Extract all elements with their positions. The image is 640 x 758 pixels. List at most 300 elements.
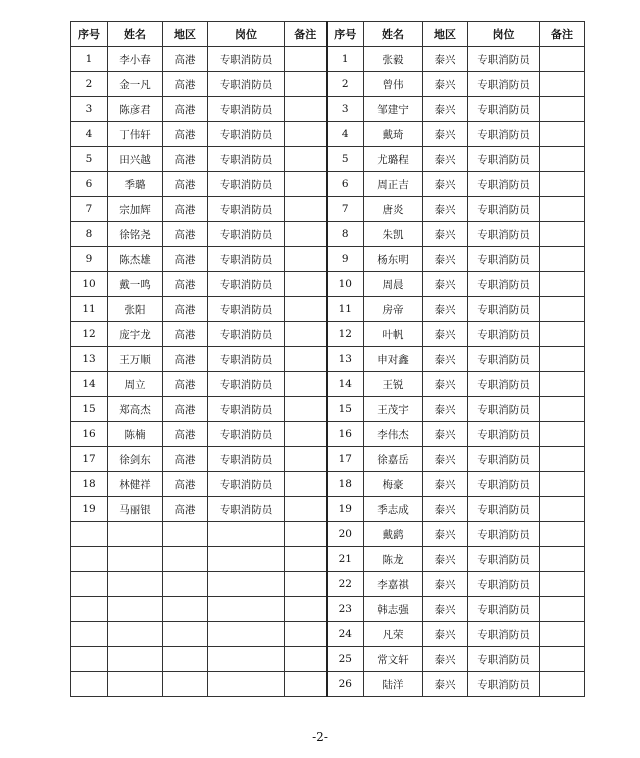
cell-position: 专职消防员 xyxy=(468,272,540,297)
cell-serial: 15 xyxy=(71,397,108,422)
cell-serial: 7 xyxy=(327,197,364,222)
cell-name: 陈杰雄 xyxy=(108,247,163,272)
cell-region xyxy=(163,622,208,647)
cell-region xyxy=(163,572,208,597)
cell-position: 专职消防员 xyxy=(468,347,540,372)
cell-position: 专职消防员 xyxy=(208,347,285,372)
cell-region: 高港 xyxy=(163,172,208,197)
header-position: 岗位 xyxy=(208,22,285,47)
cell-region: 泰兴 xyxy=(423,222,468,247)
cell-remark xyxy=(285,47,327,72)
cell-region: 高港 xyxy=(163,347,208,372)
cell-name: 徐嘉岳 xyxy=(364,447,423,472)
header-remark: 备注 xyxy=(285,22,327,47)
cell-region: 泰兴 xyxy=(423,297,468,322)
cell-position: 专职消防员 xyxy=(208,447,285,472)
cell-region xyxy=(163,597,208,622)
cell-serial: 19 xyxy=(327,497,364,522)
cell-serial: 22 xyxy=(327,572,364,597)
table-row xyxy=(71,597,585,622)
cell-name: 戴琦 xyxy=(364,122,423,147)
cell-serial: 21 xyxy=(327,547,364,572)
cell-remark xyxy=(285,322,327,347)
table-row xyxy=(71,272,585,297)
cell-region: 泰兴 xyxy=(423,322,468,347)
table-row xyxy=(71,572,585,597)
cell-serial: 19 xyxy=(71,497,108,522)
table-row xyxy=(71,297,585,322)
cell-region: 泰兴 xyxy=(423,597,468,622)
cell-serial: 15 xyxy=(327,397,364,422)
cell-remark xyxy=(540,322,585,347)
cell-name: 尤璐程 xyxy=(364,147,423,172)
cell-remark xyxy=(540,72,585,97)
cell-name: 陆洋 xyxy=(364,672,423,697)
cell-position: 专职消防员 xyxy=(208,322,285,347)
cell-remark xyxy=(285,122,327,147)
cell-remark xyxy=(540,447,585,472)
cell-name: 韩志强 xyxy=(364,597,423,622)
cell-region: 高港 xyxy=(163,147,208,172)
cell-remark xyxy=(285,572,327,597)
cell-remark xyxy=(285,597,327,622)
cell-serial xyxy=(71,547,108,572)
cell-name: 曾伟 xyxy=(364,72,423,97)
table-row xyxy=(71,147,585,172)
cell-position: 专职消防员 xyxy=(208,97,285,122)
cell-name: 房帝 xyxy=(364,297,423,322)
cell-position: 专职消防员 xyxy=(468,172,540,197)
cell-region: 泰兴 xyxy=(423,497,468,522)
cell-remark xyxy=(285,672,327,697)
cell-region: 泰兴 xyxy=(423,522,468,547)
cell-position: 专职消防员 xyxy=(468,322,540,347)
cell-remark xyxy=(540,622,585,647)
cell-position: 专职消防员 xyxy=(468,547,540,572)
cell-serial: 17 xyxy=(71,447,108,472)
cell-serial: 2 xyxy=(71,72,108,97)
cell-position: 专职消防员 xyxy=(468,672,540,697)
cell-serial xyxy=(71,622,108,647)
cell-serial: 5 xyxy=(71,147,108,172)
cell-serial: 6 xyxy=(71,172,108,197)
cell-position: 专职消防员 xyxy=(208,422,285,447)
cell-position: 专职消防员 xyxy=(468,222,540,247)
cell-position: 专职消防员 xyxy=(468,447,540,472)
table-row xyxy=(71,372,585,397)
cell-region: 泰兴 xyxy=(423,272,468,297)
cell-remark xyxy=(540,672,585,697)
cell-region: 高港 xyxy=(163,397,208,422)
cell-serial xyxy=(71,572,108,597)
cell-region: 高港 xyxy=(163,122,208,147)
cell-region: 泰兴 xyxy=(423,247,468,272)
cell-remark xyxy=(285,397,327,422)
header-remark: 备注 xyxy=(540,22,585,47)
header-region: 地区 xyxy=(163,22,208,47)
cell-remark xyxy=(285,522,327,547)
cell-region: 泰兴 xyxy=(423,447,468,472)
cell-serial: 10 xyxy=(327,272,364,297)
cell-name: 梅豪 xyxy=(364,472,423,497)
cell-name: 季志成 xyxy=(364,497,423,522)
cell-name: 周晨 xyxy=(364,272,423,297)
cell-name: 季璐 xyxy=(108,172,163,197)
table-row xyxy=(71,447,585,472)
header-row xyxy=(71,22,585,47)
cell-remark xyxy=(285,497,327,522)
cell-position xyxy=(208,597,285,622)
cell-name: 申对鑫 xyxy=(364,347,423,372)
cell-name xyxy=(108,522,163,547)
cell-name: 王锐 xyxy=(364,372,423,397)
cell-position: 专职消防员 xyxy=(208,222,285,247)
table-row xyxy=(71,347,585,372)
cell-serial: 17 xyxy=(327,447,364,472)
cell-position: 专职消防员 xyxy=(208,372,285,397)
cell-region: 泰兴 xyxy=(423,347,468,372)
cell-remark xyxy=(285,622,327,647)
cell-region: 高港 xyxy=(163,47,208,72)
cell-serial: 2 xyxy=(327,72,364,97)
cell-serial: 3 xyxy=(327,97,364,122)
cell-remark xyxy=(285,447,327,472)
cell-remark xyxy=(540,597,585,622)
cell-region: 泰兴 xyxy=(423,622,468,647)
table-row xyxy=(71,522,585,547)
cell-serial: 3 xyxy=(71,97,108,122)
cell-name: 唐炎 xyxy=(364,197,423,222)
cell-name: 徐剑东 xyxy=(108,447,163,472)
cell-region xyxy=(163,647,208,672)
cell-name: 李伟杰 xyxy=(364,422,423,447)
cell-region: 泰兴 xyxy=(423,372,468,397)
table-row xyxy=(71,247,585,272)
cell-position: 专职消防员 xyxy=(468,472,540,497)
cell-name: 杨东明 xyxy=(364,247,423,272)
cell-name: 马丽银 xyxy=(108,497,163,522)
cell-remark xyxy=(285,247,327,272)
cell-position: 专职消防员 xyxy=(208,497,285,522)
cell-position: 专职消防员 xyxy=(468,122,540,147)
cell-serial: 26 xyxy=(327,672,364,697)
table-row xyxy=(71,122,585,147)
cell-remark xyxy=(285,197,327,222)
cell-name: 戴鹞 xyxy=(364,522,423,547)
cell-region: 泰兴 xyxy=(423,547,468,572)
cell-region: 高港 xyxy=(163,97,208,122)
cell-serial: 11 xyxy=(71,297,108,322)
cell-name: 戴一鸣 xyxy=(108,272,163,297)
cell-name: 丁伟轩 xyxy=(108,122,163,147)
cell-position: 专职消防员 xyxy=(468,597,540,622)
cell-remark xyxy=(285,297,327,322)
cell-name: 张阳 xyxy=(108,297,163,322)
cell-position: 专职消防员 xyxy=(468,297,540,322)
cell-position: 专职消防员 xyxy=(468,47,540,72)
cell-region: 泰兴 xyxy=(423,172,468,197)
header-region: 地区 xyxy=(423,22,468,47)
cell-serial: 18 xyxy=(71,472,108,497)
cell-region: 高港 xyxy=(163,247,208,272)
cell-name: 常文轩 xyxy=(364,647,423,672)
cell-remark xyxy=(285,222,327,247)
cell-remark xyxy=(540,547,585,572)
cell-name: 李小春 xyxy=(108,47,163,72)
cell-name xyxy=(108,547,163,572)
cell-remark xyxy=(540,647,585,672)
cell-name: 王万顺 xyxy=(108,347,163,372)
cell-region: 泰兴 xyxy=(423,72,468,97)
table-row xyxy=(71,397,585,422)
cell-region: 高港 xyxy=(163,447,208,472)
cell-name: 叶帆 xyxy=(364,322,423,347)
cell-region: 高港 xyxy=(163,197,208,222)
cell-name: 庞宇龙 xyxy=(108,322,163,347)
cell-region xyxy=(163,522,208,547)
cell-position: 专职消防员 xyxy=(208,297,285,322)
cell-name: 周立 xyxy=(108,372,163,397)
cell-remark xyxy=(285,422,327,447)
cell-position: 专职消防员 xyxy=(468,497,540,522)
cell-region: 高港 xyxy=(163,372,208,397)
cell-serial: 23 xyxy=(327,597,364,622)
cell-remark xyxy=(285,272,327,297)
table-row xyxy=(71,322,585,347)
cell-position: 专职消防员 xyxy=(468,522,540,547)
cell-region: 泰兴 xyxy=(423,397,468,422)
cell-position: 专职消防员 xyxy=(468,622,540,647)
cell-position: 专职消防员 xyxy=(208,272,285,297)
cell-serial: 8 xyxy=(71,222,108,247)
cell-remark xyxy=(540,397,585,422)
cell-remark xyxy=(540,297,585,322)
cell-serial: 13 xyxy=(71,347,108,372)
cell-serial: 4 xyxy=(71,122,108,147)
table-row xyxy=(71,422,585,447)
cell-position: 专职消防员 xyxy=(208,197,285,222)
table-row xyxy=(71,197,585,222)
cell-serial: 18 xyxy=(327,472,364,497)
cell-name: 田兴越 xyxy=(108,147,163,172)
cell-position: 专职消防员 xyxy=(208,47,285,72)
cell-remark xyxy=(285,647,327,672)
cell-serial xyxy=(71,647,108,672)
cell-remark xyxy=(540,572,585,597)
cell-serial: 4 xyxy=(327,122,364,147)
cell-serial: 14 xyxy=(71,372,108,397)
cell-remark xyxy=(285,547,327,572)
cell-position: 专职消防员 xyxy=(468,572,540,597)
table-row xyxy=(71,622,585,647)
cell-name: 陈楠 xyxy=(108,422,163,447)
cell-remark xyxy=(285,97,327,122)
table-row xyxy=(71,497,585,522)
table-row xyxy=(71,547,585,572)
header-position: 岗位 xyxy=(468,22,540,47)
cell-serial: 16 xyxy=(327,422,364,447)
cell-serial: 12 xyxy=(327,322,364,347)
cell-region xyxy=(163,672,208,697)
cell-name: 周正吉 xyxy=(364,172,423,197)
cell-region: 高港 xyxy=(163,422,208,447)
cell-position xyxy=(208,647,285,672)
cell-name: 邹建宁 xyxy=(364,97,423,122)
cell-region: 高港 xyxy=(163,222,208,247)
table-row xyxy=(71,647,585,672)
cell-region: 高港 xyxy=(163,72,208,97)
cell-position: 专职消防员 xyxy=(208,122,285,147)
cell-serial: 25 xyxy=(327,647,364,672)
cell-name: 陈彦君 xyxy=(108,97,163,122)
cell-name: 张毅 xyxy=(364,47,423,72)
cell-position: 专职消防员 xyxy=(208,397,285,422)
table-row xyxy=(71,472,585,497)
cell-position xyxy=(208,672,285,697)
roster-body xyxy=(71,47,585,697)
cell-name: 朱凯 xyxy=(364,222,423,247)
cell-serial: 1 xyxy=(327,47,364,72)
table-row xyxy=(71,72,585,97)
cell-remark xyxy=(540,97,585,122)
header-name: 姓名 xyxy=(364,22,423,47)
cell-position xyxy=(208,522,285,547)
cell-region: 泰兴 xyxy=(423,672,468,697)
cell-remark xyxy=(540,422,585,447)
cell-region: 泰兴 xyxy=(423,197,468,222)
cell-position xyxy=(208,622,285,647)
cell-remark xyxy=(540,272,585,297)
cell-serial: 7 xyxy=(71,197,108,222)
cell-remark xyxy=(285,172,327,197)
cell-position: 专职消防员 xyxy=(468,147,540,172)
cell-remark xyxy=(540,497,585,522)
cell-position: 专职消防员 xyxy=(208,247,285,272)
cell-name: 李嘉祺 xyxy=(364,572,423,597)
cell-name: 郑高杰 xyxy=(108,397,163,422)
cell-region: 泰兴 xyxy=(423,647,468,672)
cell-remark xyxy=(285,347,327,372)
header-serial: 序号 xyxy=(71,22,108,47)
cell-name: 徐铭尧 xyxy=(108,222,163,247)
cell-remark xyxy=(540,372,585,397)
cell-region: 泰兴 xyxy=(423,47,468,72)
cell-remark xyxy=(540,147,585,172)
cell-serial: 14 xyxy=(327,372,364,397)
cell-remark xyxy=(540,122,585,147)
cell-name: 陈龙 xyxy=(364,547,423,572)
cell-position: 专职消防员 xyxy=(208,172,285,197)
cell-region: 泰兴 xyxy=(423,97,468,122)
cell-name xyxy=(108,597,163,622)
cell-position: 专职消防员 xyxy=(468,422,540,447)
cell-remark xyxy=(540,522,585,547)
cell-region: 高港 xyxy=(163,297,208,322)
cell-serial: 13 xyxy=(327,347,364,372)
cell-region xyxy=(163,547,208,572)
cell-serial xyxy=(71,522,108,547)
table-row xyxy=(71,222,585,247)
cell-position: 专职消防员 xyxy=(468,247,540,272)
table-row xyxy=(71,172,585,197)
cell-serial: 16 xyxy=(71,422,108,447)
header-serial: 序号 xyxy=(327,22,364,47)
cell-position: 专职消防员 xyxy=(468,72,540,97)
cell-serial xyxy=(71,597,108,622)
roster-table xyxy=(70,21,585,697)
cell-name: 金一凡 xyxy=(108,72,163,97)
header-name: 姓名 xyxy=(108,22,163,47)
cell-position: 专职消防员 xyxy=(208,472,285,497)
cell-remark xyxy=(540,197,585,222)
cell-position: 专职消防员 xyxy=(468,397,540,422)
cell-region: 泰兴 xyxy=(423,572,468,597)
cell-serial: 24 xyxy=(327,622,364,647)
cell-region: 高港 xyxy=(163,497,208,522)
cell-serial: 8 xyxy=(327,222,364,247)
cell-serial: 6 xyxy=(327,172,364,197)
cell-name: 王茂宇 xyxy=(364,397,423,422)
cell-serial: 9 xyxy=(71,247,108,272)
cell-remark xyxy=(285,147,327,172)
cell-serial: 1 xyxy=(71,47,108,72)
cell-serial: 9 xyxy=(327,247,364,272)
cell-position xyxy=(208,572,285,597)
cell-serial: 20 xyxy=(327,522,364,547)
cell-remark xyxy=(540,347,585,372)
cell-position: 专职消防员 xyxy=(468,197,540,222)
cell-position: 专职消防员 xyxy=(468,372,540,397)
cell-region: 高港 xyxy=(163,272,208,297)
cell-position: 专职消防员 xyxy=(208,147,285,172)
cell-position: 专职消防员 xyxy=(468,97,540,122)
cell-region: 泰兴 xyxy=(423,472,468,497)
cell-name xyxy=(108,572,163,597)
cell-position xyxy=(208,547,285,572)
cell-remark xyxy=(540,47,585,72)
cell-remark xyxy=(540,472,585,497)
cell-name xyxy=(108,672,163,697)
cell-name xyxy=(108,622,163,647)
cell-remark xyxy=(285,72,327,97)
cell-name xyxy=(108,647,163,672)
cell-serial xyxy=(71,672,108,697)
cell-region: 高港 xyxy=(163,322,208,347)
cell-position: 专职消防员 xyxy=(468,647,540,672)
table-row xyxy=(71,47,585,72)
cell-region: 泰兴 xyxy=(423,122,468,147)
page-number: -2- xyxy=(312,730,328,744)
cell-name: 林健祥 xyxy=(108,472,163,497)
cell-remark xyxy=(540,222,585,247)
table-row xyxy=(71,672,585,697)
cell-serial: 12 xyxy=(71,322,108,347)
cell-serial: 10 xyxy=(71,272,108,297)
cell-region: 泰兴 xyxy=(423,422,468,447)
cell-remark xyxy=(285,372,327,397)
cell-serial: 5 xyxy=(327,147,364,172)
cell-name: 宗加辉 xyxy=(108,197,163,222)
table-row xyxy=(71,97,585,122)
cell-serial: 11 xyxy=(327,297,364,322)
cell-region: 高港 xyxy=(163,472,208,497)
cell-remark xyxy=(540,172,585,197)
cell-remark xyxy=(285,472,327,497)
cell-region: 泰兴 xyxy=(423,147,468,172)
cell-remark xyxy=(540,247,585,272)
cell-name: 凡荣 xyxy=(364,622,423,647)
cell-position: 专职消防员 xyxy=(208,72,285,97)
